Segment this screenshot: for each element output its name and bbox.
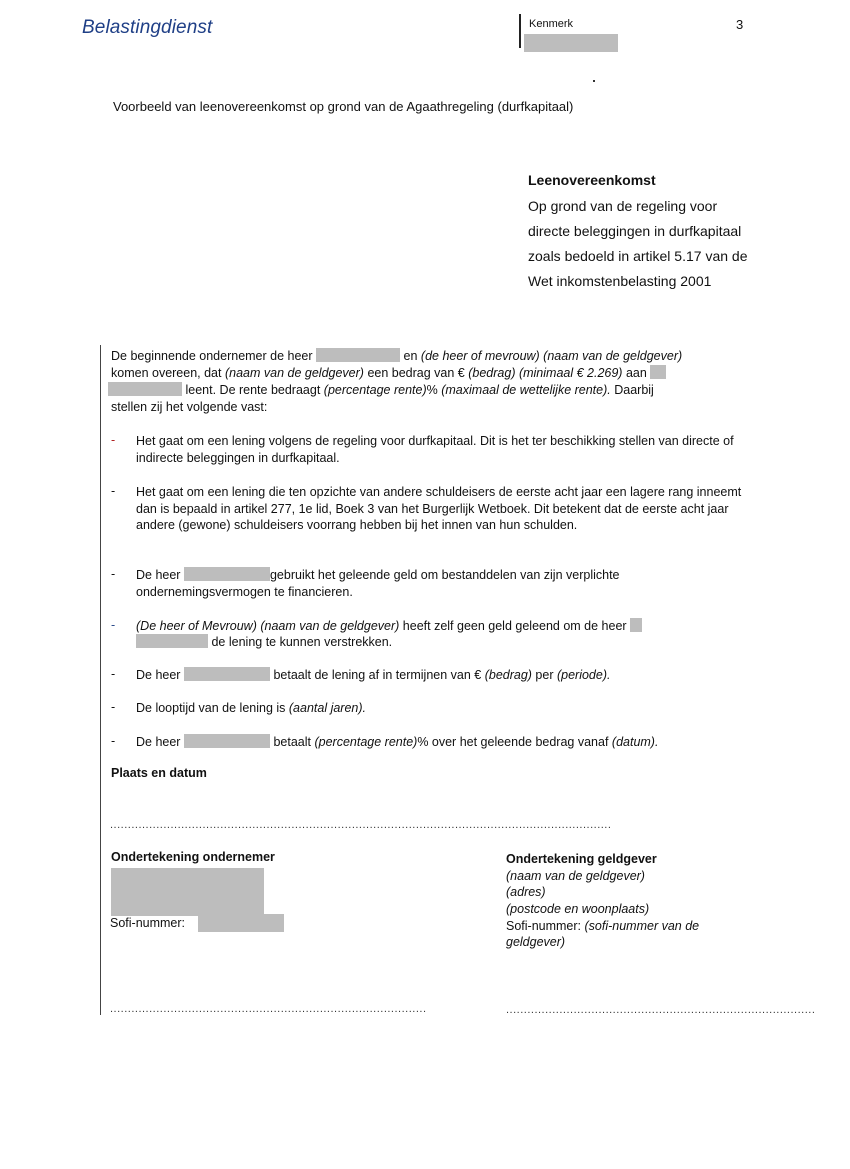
- bullet-text: De looptijd van de lening is: [136, 701, 289, 715]
- place-date-label: Plaats en datum: [111, 766, 207, 780]
- title-line-1: Op grond van de regeling voor: [528, 198, 718, 214]
- bullet-italic: (datum).: [611, 735, 659, 749]
- bullet-4-line-2: [136, 634, 746, 651]
- lender-address-line: [506, 884, 806, 901]
- bullet-italic: (periode).: [556, 668, 611, 682]
- bullet-text: gebruikt het geleende geld om bestanddelen van zijn verplichte: [269, 568, 620, 582]
- intro-line-2: [111, 365, 741, 382]
- bullet-italic: (De heer of Mevrouw) (naam van de geldgever): [136, 619, 400, 633]
- sofi-redacted: [198, 914, 284, 932]
- bullet-text: % over het geleende bedrag vanaf: [417, 735, 612, 749]
- agreement-title: Leenovereenkomst: [528, 172, 656, 188]
- intro-italic: (de heer of mevrouw) (naam van de geldgever): [420, 349, 683, 363]
- page-number: 3: [736, 17, 744, 32]
- title-line-4: Wet inkomstenbelasting 2001: [528, 273, 712, 289]
- intro-text: aan: [625, 366, 647, 380]
- name-redacted: [630, 618, 642, 632]
- belastingdienst-logo: Belastingdienst: [82, 17, 213, 38]
- intro-text: %: [426, 383, 442, 397]
- bullet-7-text: [136, 734, 746, 751]
- signature-line-right: .......................................................................................: [506, 1004, 816, 1016]
- lender-postcode-line: [506, 901, 806, 918]
- lender-address: (adres): [506, 885, 546, 899]
- bullet-text: per: [531, 668, 557, 682]
- name-redacted: [316, 348, 400, 362]
- entrepreneur-address-redacted: [111, 868, 264, 916]
- name-redacted: [136, 634, 208, 648]
- bullet-text: heeft zelf geen geld geleend om de heer: [399, 619, 627, 633]
- bullet-4-line-1: [136, 618, 746, 635]
- name-redacted: [184, 667, 270, 681]
- sofi-label-left: Sofi-nummer:: [110, 916, 186, 930]
- name-redacted: [184, 567, 270, 581]
- lender-name-line: [506, 868, 806, 885]
- intro-italic: (naam van de geldgever): [224, 366, 364, 380]
- name-redacted: [184, 734, 270, 748]
- name-redacted: [108, 382, 182, 396]
- bullet-marker: -: [111, 567, 116, 581]
- bullet-6-text: [136, 700, 746, 717]
- kenmerk-redacted: [524, 34, 618, 52]
- bullet-italic: (aantal jaren).: [288, 701, 366, 715]
- bullet-text: De heer: [136, 668, 181, 682]
- intro-italic: (percentage rente): [323, 383, 427, 397]
- signature-entrepreneur-title: Ondertekening ondernemer: [111, 850, 275, 864]
- bullet-text: betaalt: [273, 735, 315, 749]
- bullet-text: De heer: [136, 735, 181, 749]
- bullet-marker: -: [111, 433, 116, 447]
- margin-rule: [100, 345, 101, 1015]
- bullet-italic: (bedrag): [484, 668, 532, 682]
- bullet-text: De heer: [136, 568, 181, 582]
- place-date-line: .............................................................................................................................................: [110, 819, 612, 831]
- bullet-2-text: Het gaat om een lening die ten opzichte van andere schuldeisers de eerste acht jaar een lagere rang inneemt dan is bepaald in artikel 277, 1e lid, Boek 3 van het Burgerlijk Wetboek. Dit betekent dat de eerste acht jaar andere (gewone) schuldeisers voorrang hebben bij het innen van hun schulden.: [136, 485, 742, 532]
- bullet-3-line-2: ondernemingsvermogen te financieren.: [136, 585, 353, 599]
- bullet-marker: -: [111, 667, 116, 681]
- signature-line-left: .........................................................................................: [110, 1003, 427, 1015]
- lender-sofi-line-2: [506, 934, 806, 951]
- bullet-3-line-1: [136, 567, 746, 584]
- bullet-1-text: Het gaat om een lening volgens de regeling voor durfkapitaal. Dit is het ter beschikking stellen van directe of indirecte beleggingen in durfkapitaal.: [136, 434, 734, 465]
- bullet-marker: -: [111, 484, 116, 498]
- lender-postcode: (postcode en woonplaats): [506, 902, 650, 916]
- lender-sofi-placeholder-2: geldgever): [506, 935, 566, 949]
- bullet-italic: (percentage rente): [314, 735, 418, 749]
- bullet-marker: -: [111, 734, 116, 748]
- lender-name: (naam van de geldgever): [506, 869, 645, 883]
- lender-sofi-line: [506, 918, 806, 935]
- signature-lender-title: Ondertekening geldgever: [506, 852, 657, 866]
- intro-text: en: [403, 349, 418, 363]
- intro-text: Daarbij: [610, 383, 654, 397]
- kenmerk-label: Kenmerk: [529, 18, 574, 30]
- bullet-text: de lening te kunnen verstrekken.: [211, 635, 393, 649]
- intro-line-1: [111, 348, 741, 365]
- bullet-5-text: [136, 667, 746, 684]
- scan-speck: [593, 80, 595, 82]
- lender-sofi-label: Sofi-nummer:: [506, 919, 585, 933]
- kenmerk-divider: [519, 14, 521, 48]
- bullet-marker: -: [111, 618, 116, 632]
- intro-text: leent. De rente bedraagt: [185, 383, 321, 397]
- intro-italic: (maximaal de wettelijke rente).: [441, 383, 611, 397]
- intro-text: een bedrag van €: [367, 366, 469, 380]
- example-title: Voorbeeld van leenovereenkomst op grond van de Agaathregeling (durfkapitaal): [113, 99, 574, 114]
- intro-text: De beginnende ondernemer de heer: [111, 349, 313, 363]
- intro-line-4: stellen zij het volgende vast:: [111, 400, 268, 414]
- intro-line-3: [108, 382, 738, 399]
- bullet-marker: -: [111, 700, 116, 714]
- bullet-text: betaalt de lening af in termijnen van €: [273, 668, 485, 682]
- title-line-2: directe beleggingen in durfkapitaal: [528, 223, 742, 239]
- lender-sofi-placeholder: (sofi-nummer van de: [584, 919, 700, 933]
- intro-text: komen overeen, dat: [111, 366, 222, 380]
- name-redacted: [650, 365, 666, 379]
- title-line-3: zoals bedoeld in artikel 5.17 van de: [528, 248, 748, 264]
- intro-italic: (bedrag) (minimaal € 2.269): [468, 366, 623, 380]
